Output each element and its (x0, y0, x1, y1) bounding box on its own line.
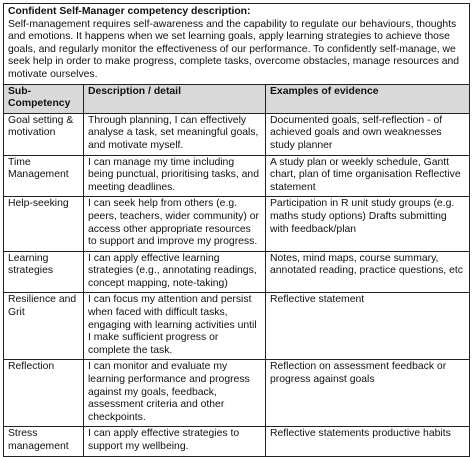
intro-row (4, 4, 470, 85)
description-cell: I can manage my time including being punctual, prioritising tasks, and meeting deadlines. (84, 155, 266, 197)
table-row (4, 360, 470, 427)
table-row (4, 113, 470, 155)
description-cell: I can focus my attention and persist when faced with difficult tasks, engaging with learning activities until I make sufficient progress or complete the task. (84, 293, 266, 360)
table-row (4, 197, 470, 251)
document-title: Confident Self-Manager competency description: (8, 6, 251, 17)
sub-competency-cell: Time Management (4, 155, 84, 197)
table-row (4, 251, 470, 293)
evidence-cell: Reflective statement (266, 293, 470, 360)
evidence-cell: Participation in R unit study groups (e.g. maths study options) Drafts submitting with feedback/plan (266, 197, 470, 251)
description-cell: I can apply effective strategies to support my wellbeing. (84, 427, 266, 456)
evidence-cell: A study plan or weekly schedule, Gantt chart, plan of time organisation Reflective statement (266, 155, 470, 197)
evidence-cell: Reflective statements productive habits (266, 427, 470, 456)
sub-competency-cell: Reflection (4, 360, 84, 427)
description-cell: I can apply effective learning strategies (e.g., annotating readings, concept mapping, note-taking) (84, 251, 266, 293)
intro-paragraph: Self-management requires self-awareness and the capability to regulate our behaviours, thoughts and emotions. It happens when we set learning goals, apply learning strategies to achieve those goals, and regularly monitor the effectiveness of our performance. To confidently self-manage, we seek help in order to make progress, complete tasks, overcome obstacles, manage resources and motivate ourselves. (8, 18, 460, 80)
table-row (4, 155, 470, 197)
evidence-cell: Reflection on assessment feedback or progress against goals (266, 360, 470, 427)
table-row (4, 427, 470, 456)
evidence-cell: Documented goals, self-reflection - of achieved goals and own weaknesses study planner (266, 113, 470, 155)
header-sub-competency: Sub-Competency (4, 84, 84, 113)
sub-competency-cell: Learning strategies (4, 251, 84, 293)
competency-table (3, 3, 470, 457)
description-cell: Through planning, I can effectively analyse a task, set meaningful goals, and motivate myself. (84, 113, 266, 155)
sub-competency-cell: Resilience and Grit (4, 293, 84, 360)
sub-competency-cell: Help-seeking (4, 197, 84, 251)
header-description: Description / detail (84, 84, 266, 113)
description-cell: I can monitor and evaluate my learning performance and progress against my goals, feedback, assessment criteria and other checkpoints. (84, 360, 266, 427)
sub-competency-cell: Goal setting & motivation (4, 113, 84, 155)
header-row (4, 84, 470, 113)
evidence-cell: Notes, mind maps, course summary, annotated reading, practice questions, etc (266, 251, 470, 293)
table-row (4, 293, 470, 360)
description-cell: I can seek help from others (e.g. peers, teachers, wider community) or access other appropriate resources to support and improve my progress. (84, 197, 266, 251)
header-evidence: Examples of evidence (266, 84, 470, 113)
intro-cell (4, 4, 470, 85)
sub-competency-cell: Stress management (4, 427, 84, 456)
